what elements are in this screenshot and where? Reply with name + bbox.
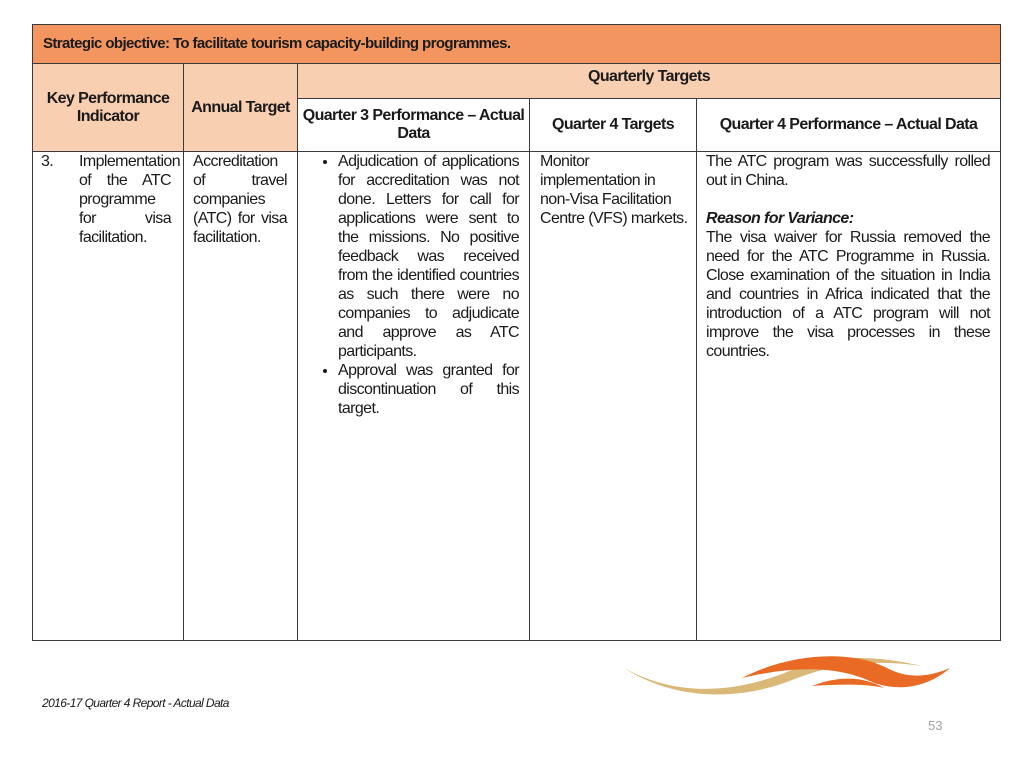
row-number: 3. [41, 153, 54, 170]
report-footer: 2016-17 Quarter 4 Report - Actual Data [42, 696, 229, 710]
header-quarterly-targets: Quarterly Targets [298, 64, 1001, 99]
kpi-table [32, 24, 1001, 641]
header-kpi: Key Performance Indicator [33, 64, 184, 152]
cell-q4-performance [697, 152, 1001, 641]
q3-bullet: • Approval was granted for discontinuation of this target. [338, 361, 519, 418]
cell-kpi [33, 152, 184, 641]
q4-performance-summary: The ATC program was successfully rolled out in China. [706, 153, 991, 189]
q3-bullet: • Adjudication of applications for accreditation was not done. Letters for call for applications were sent to the missions. No positive feedback was received from the identified countries as such there were no companies to adjudicate and approve as ATC participants. [338, 152, 519, 361]
header-annual-target: Annual Target [184, 64, 298, 152]
header-q4-targets: Quarter 4 Targets [530, 99, 697, 152]
variance-label: Reason for Variance: [706, 210, 854, 227]
page-number: 53 [928, 718, 943, 733]
strategic-objective: Strategic objective: To facilitate tourism capacity-building programmes. [33, 25, 1001, 64]
cell-annual-target: Accreditation of travel companies (ATC) for visa facilitation. [184, 152, 298, 641]
table-row [33, 152, 1001, 641]
header-q3-performance: Quarter 3 Performance – Actual Data [298, 99, 530, 152]
header-q4-performance: Quarter 4 Performance – Actual Data [697, 99, 1001, 152]
cell-q4-target: Monitor implementation in non-Visa Facilitation Centre (VFS) markets. [530, 152, 697, 641]
cell-q3-performance [298, 152, 530, 641]
tourism-logo [622, 650, 952, 700]
variance-text: The visa waiver for Russia removed the need for the ATC Programme in Russia. Close examination of the situation in India and countries in Africa indicated that the introduction of a ATC program will not improve the visa processes in these countries. [706, 229, 991, 360]
kpi-text: Implementation of the ATC programme for visa facilitation. [79, 153, 180, 246]
